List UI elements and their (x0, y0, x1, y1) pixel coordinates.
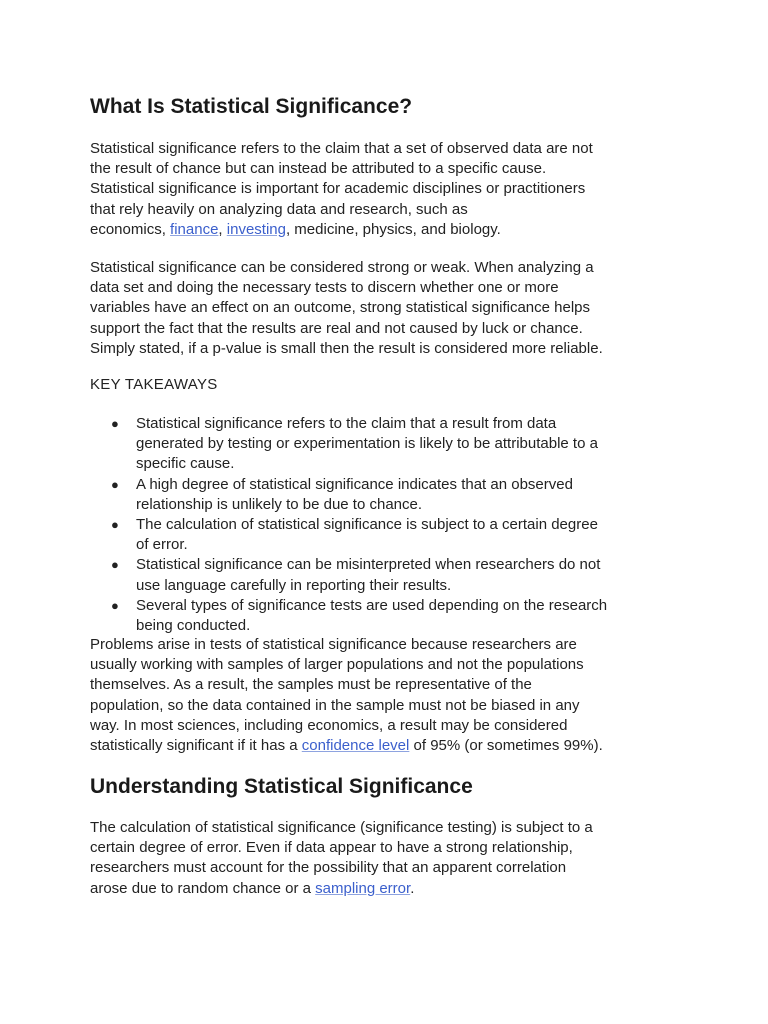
paragraph-line: Problems arise in tests of statistical significance because researchers are (90, 636, 577, 653)
paragraph-text: arose due to random chance or a (90, 879, 316, 897)
paragraph-line: support the fact that the results are real and not caused by luck or chance. (90, 319, 583, 337)
list-item-line: Statistical significance can be misinterpreted when researchers do not (136, 556, 601, 574)
paragraph-line: researchers must account for the possibility that an apparent correlation (90, 859, 567, 877)
paragraph-line: data set and doing the necessary tests to discern whether one or more (90, 279, 559, 297)
paragraph-text: statistically significant if it has a (90, 737, 302, 755)
paragraph-line: themselves. As a result, the samples must be representative of the (90, 676, 532, 694)
list-item (90, 515, 607, 555)
paragraph-line: population, so the data contained in the sample must not be biased in any (90, 696, 580, 714)
intro-text: , medicine, physics, and biology. (285, 220, 501, 238)
paragraph-line: usually working with samples of larger populations and not the populations (90, 656, 584, 674)
paragraph-line: variables have an effect on an outcome, strong statistical significance helps (90, 299, 591, 317)
list-item-line: The calculation of statistical significance is subject to a certain degree (136, 516, 598, 534)
paragraph-line: The calculation of statistical significance (significance testing) is subject to a (90, 819, 593, 836)
finance-link[interactable]: finance (170, 220, 219, 238)
bullet-icon: ● (111, 557, 119, 573)
list-item (90, 475, 607, 515)
list-item-line: specific cause. (136, 455, 235, 473)
intro-line: that rely heavily on analyzing data and research, such as (90, 200, 468, 218)
article-title: What Is Statistical Significance? (90, 95, 413, 118)
strength-paragraph (90, 258, 603, 359)
intro-text: , (218, 220, 227, 238)
list-item-line: of error. (136, 536, 188, 554)
key-takeaways-list (90, 414, 607, 636)
intro-text: economics, (90, 220, 171, 238)
bullet-icon: ● (111, 416, 119, 431)
section-heading: Understanding Statistical Significance (90, 775, 473, 798)
bullet-icon: ● (111, 517, 119, 533)
list-item (90, 414, 607, 475)
paragraph-line: certain degree of error. Even if data appear to have a strong relationship, (90, 839, 573, 857)
intro-paragraph (90, 139, 593, 240)
bullet-icon: ● (111, 476, 119, 492)
list-item (90, 555, 607, 595)
paragraph-text: . (410, 879, 415, 897)
list-item-line: Statistical significance refers to the claim that a result from data (136, 415, 557, 432)
list-item-line: being conducted. (136, 617, 251, 635)
confidence-level-link[interactable]: confidence level (301, 737, 410, 755)
list-item-line: use language carefully in reporting their results. (136, 576, 452, 594)
intro-line: Statistical significance is important for academic disciplines or practitioners (90, 180, 586, 198)
investing-link[interactable]: investing (226, 220, 286, 238)
paragraph-line: Statistical significance can be considered strong or weak. When analyzing a (90, 259, 594, 276)
intro-line: the result of chance but can instead be attributed to a specific cause. (90, 160, 547, 178)
bullet-icon: ● (111, 597, 119, 613)
list-item-line: Several types of significance tests are used depending on the research (136, 596, 608, 614)
sampling-error-link[interactable]: sampling error (315, 879, 411, 897)
paragraph-text: of 95% (or sometimes 99%). (409, 737, 603, 755)
intro-line: Statistical significance refers to the claim that a set of observed data are not (90, 140, 593, 157)
list-item-line: A high degree of statistical significance indicates that an observed (136, 475, 573, 493)
list-item-line: relationship is unlikely to be due to chance. (136, 495, 423, 513)
list-item (90, 596, 607, 636)
problems-paragraph (90, 635, 603, 756)
calculation-paragraph (90, 818, 593, 899)
paragraph-line: Simply stated, if a p-value is small then the result is considered more reliable. (90, 339, 603, 357)
list-item-line: generated by testing or experimentation is likely to be attributable to a (136, 435, 598, 453)
paragraph-line: way. In most sciences, including economics, a result may be considered (90, 716, 568, 734)
key-takeaways-heading: KEY TAKEAWAYS (90, 376, 218, 393)
